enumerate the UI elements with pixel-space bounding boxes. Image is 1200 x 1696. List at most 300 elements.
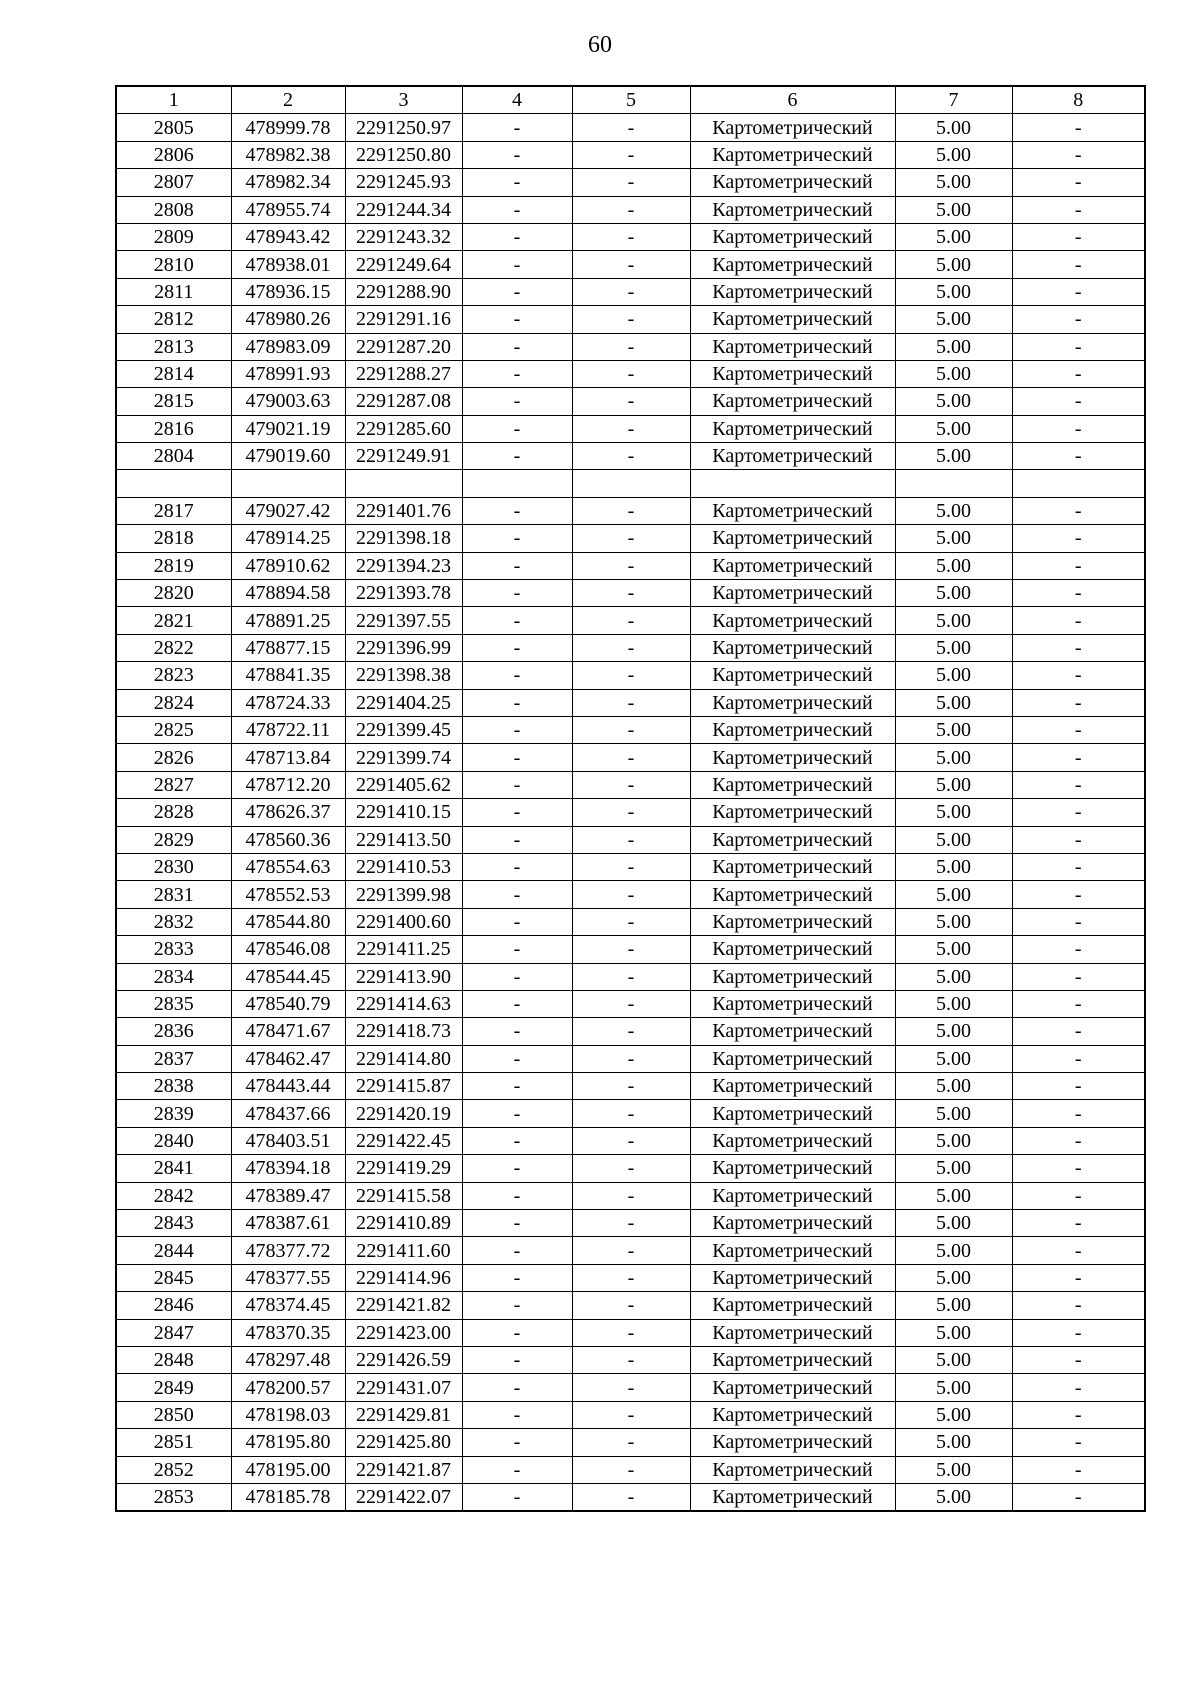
table-cell: - [1012,306,1145,333]
table-cell: Картометрический [690,497,895,524]
table-row [116,1346,1145,1373]
table-cell: 478894.58 [231,580,345,607]
table-cell: 2840 [116,1127,231,1154]
table-cell: - [1012,1182,1145,1209]
table-cell: - [1012,1100,1145,1127]
table-cell: - [462,251,572,278]
table-cell: 5.00 [895,1429,1012,1456]
table-cell: 5.00 [895,1018,1012,1045]
table-cell: 478471.67 [231,1018,345,1045]
table-cell: 2834 [116,963,231,990]
table-cell: 479019.60 [231,443,345,470]
table-cell: Картометрический [690,963,895,990]
table-cell: - [1012,360,1145,387]
table-cell: - [1012,114,1145,141]
table-cell: 2849 [116,1374,231,1401]
table-cell: 2818 [116,525,231,552]
table-cell: - [572,1319,690,1346]
page-number: 60 [588,32,612,58]
table-cell: 2291415.58 [345,1182,462,1209]
table-cell: - [1012,1429,1145,1456]
table-row [116,470,1145,497]
column-header: 7 [895,86,1012,114]
table-cell: - [572,388,690,415]
table-cell: 5.00 [895,716,1012,743]
table-cell: - [1012,141,1145,168]
table-cell: 5.00 [895,1100,1012,1127]
table-header-row [116,86,1145,114]
table-cell: 478443.44 [231,1073,345,1100]
table-cell: - [1012,1456,1145,1483]
table-cell: - [1012,1483,1145,1511]
table-row [116,1237,1145,1264]
table-cell: 5.00 [895,552,1012,579]
table-cell: Картометрический [690,580,895,607]
table-cell: - [1012,1346,1145,1373]
table-row [116,607,1145,634]
table-cell: Картометрический [690,689,895,716]
table-cell: 2806 [116,141,231,168]
table-cell: - [1012,689,1145,716]
table-cell: 2291410.89 [345,1210,462,1237]
table-cell: - [1012,634,1145,661]
table-cell: 2291414.80 [345,1045,462,1072]
table-cell: 478377.72 [231,1237,345,1264]
table-row [116,360,1145,387]
table-cell: 5.00 [895,114,1012,141]
table-cell: 478943.42 [231,223,345,250]
table-cell: - [462,1182,572,1209]
table-cell: - [572,1237,690,1264]
table-cell: 5.00 [895,1127,1012,1154]
table-cell: - [1012,251,1145,278]
table-row [116,1045,1145,1072]
table-row [116,826,1145,853]
table-cell: - [572,1018,690,1045]
table-cell: - [462,1210,572,1237]
table-cell: 478724.33 [231,689,345,716]
table-cell: - [1012,1127,1145,1154]
table-cell: - [1012,497,1145,524]
table-cell: 2291394.23 [345,552,462,579]
table-cell: 478544.45 [231,963,345,990]
table-cell: Картометрический [690,1483,895,1511]
table-cell: - [462,990,572,1017]
table-cell: 5.00 [895,360,1012,387]
table-cell: 5.00 [895,223,1012,250]
table-cell: 5.00 [895,141,1012,168]
table-cell: Картометрический [690,716,895,743]
table-cell: 5.00 [895,196,1012,223]
column-header: 6 [690,86,895,114]
table-cell: 2814 [116,360,231,387]
table-cell: - [1012,799,1145,826]
table-cell: - [1012,525,1145,552]
column-header: 4 [462,86,572,114]
table-cell: 478544.80 [231,908,345,935]
table-cell: 2830 [116,853,231,880]
table-cell: 478914.25 [231,525,345,552]
table-cell: - [1012,415,1145,442]
table-cell: 5.00 [895,169,1012,196]
table-cell: - [1012,1018,1145,1045]
table-cell: 2853 [116,1483,231,1511]
table-cell: Картометрический [690,443,895,470]
table-cell [231,470,345,497]
table-cell: - [462,826,572,853]
table-cell: Картометрический [690,1045,895,1072]
table-cell: 479021.19 [231,415,345,442]
table-cell: - [462,552,572,579]
table-cell: - [462,1264,572,1291]
table-cell: 478297.48 [231,1346,345,1373]
table-row [116,388,1145,415]
table-row [116,1319,1145,1346]
table-cell: 2831 [116,881,231,908]
table-cell: 2829 [116,826,231,853]
table-cell: 2291421.82 [345,1292,462,1319]
table-row [116,936,1145,963]
table-cell: 2291399.74 [345,744,462,771]
table-row [116,963,1145,990]
table-row [116,525,1145,552]
table-cell: 5.00 [895,1182,1012,1209]
table-cell: - [572,771,690,798]
table-cell: - [1012,1210,1145,1237]
table-cell: 2843 [116,1210,231,1237]
table-cell: - [572,662,690,689]
table-row [116,1429,1145,1456]
table-cell: 5.00 [895,1401,1012,1428]
table-cell: 5.00 [895,1210,1012,1237]
table-cell: Картометрический [690,853,895,880]
table-cell: - [572,634,690,661]
table-cell: - [462,141,572,168]
table-cell: Картометрический [690,169,895,196]
table-cell: 5.00 [895,689,1012,716]
table-cell: 2291411.25 [345,936,462,963]
table-cell: - [572,333,690,360]
table-cell: 2819 [116,552,231,579]
table-cell: - [1012,1045,1145,1072]
table-row [116,278,1145,305]
table-cell: 2291413.50 [345,826,462,853]
table-cell [116,470,231,497]
table-cell: 478936.15 [231,278,345,305]
table-row [116,1401,1145,1428]
table-cell: 2291404.25 [345,689,462,716]
table-cell: 2837 [116,1045,231,1072]
table-cell: 2291405.62 [345,771,462,798]
table-row [116,1456,1145,1483]
table-row [116,1483,1145,1511]
table-cell: Картометрический [690,1210,895,1237]
table-cell: - [462,799,572,826]
table-cell: 5.00 [895,415,1012,442]
table-cell: - [572,853,690,880]
table-cell: 2842 [116,1182,231,1209]
table-cell: - [1012,1374,1145,1401]
table-cell: 2827 [116,771,231,798]
table-row [116,580,1145,607]
table-cell [462,470,572,497]
table-cell: - [572,114,690,141]
table-cell: - [1012,552,1145,579]
table-cell: Картометрический [690,223,895,250]
table-cell: - [1012,1292,1145,1319]
table-cell: - [462,744,572,771]
table-cell: - [462,333,572,360]
table-cell: - [462,360,572,387]
table-cell: - [572,1346,690,1373]
table-cell: Картометрический [690,306,895,333]
table-cell: Картометрический [690,1374,895,1401]
table-cell: 5.00 [895,333,1012,360]
table-cell: - [572,1100,690,1127]
table-cell: 2805 [116,114,231,141]
table-cell: 478389.47 [231,1182,345,1209]
table-cell: - [572,196,690,223]
table-row [116,689,1145,716]
table-cell: - [1012,1264,1145,1291]
table-cell: 5.00 [895,1346,1012,1373]
table-cell: Картометрический [690,1155,895,1182]
table-cell: 2291288.90 [345,278,462,305]
table-cell: - [572,908,690,935]
table-cell: 2845 [116,1264,231,1291]
table-cell: 478982.38 [231,141,345,168]
table-cell: 2291250.97 [345,114,462,141]
table-cell: 2291399.45 [345,716,462,743]
table-cell: 2291414.96 [345,1264,462,1291]
table-row [116,1073,1145,1100]
table-cell: Картометрический [690,360,895,387]
table-cell: Картометрический [690,552,895,579]
table-row [116,1100,1145,1127]
table-cell: - [462,196,572,223]
table-cell: Картометрический [690,1346,895,1373]
table-cell: - [1012,716,1145,743]
table-cell: 2291418.73 [345,1018,462,1045]
table-cell: - [572,1073,690,1100]
table-row [116,196,1145,223]
table-row [116,443,1145,470]
table-cell: 5.00 [895,1292,1012,1319]
table-cell: - [1012,443,1145,470]
table-cell: - [572,141,690,168]
table-cell: - [462,607,572,634]
table-row [116,771,1145,798]
table-cell: - [1012,853,1145,880]
table-cell: - [1012,881,1145,908]
table-cell: Картометрический [690,1319,895,1346]
table-cell: 478370.35 [231,1319,345,1346]
table-cell: 478403.51 [231,1127,345,1154]
table-cell: Картометрический [690,333,895,360]
table-cell: - [462,771,572,798]
table-cell: 2291422.45 [345,1127,462,1154]
table-cell: 2291245.93 [345,169,462,196]
table-cell: 2291429.81 [345,1401,462,1428]
table-cell: 478195.80 [231,1429,345,1456]
table-cell: 2291250.80 [345,141,462,168]
table-cell: 478185.78 [231,1483,345,1511]
table-cell: 2815 [116,388,231,415]
table-cell: - [462,1292,572,1319]
table-cell: 5.00 [895,278,1012,305]
table-cell: Картометрический [690,1456,895,1483]
table-cell: 2291398.18 [345,525,462,552]
column-header: 8 [1012,86,1145,114]
table-cell: - [572,1401,690,1428]
table-cell: 2820 [116,580,231,607]
table-cell: 2836 [116,1018,231,1045]
table-cell: 2291393.78 [345,580,462,607]
table-cell: 478200.57 [231,1374,345,1401]
table-cell: 2851 [116,1429,231,1456]
table-cell: - [572,1292,690,1319]
table-cell [345,470,462,497]
table-cell: 5.00 [895,497,1012,524]
table-cell: - [462,223,572,250]
column-header: 2 [231,86,345,114]
table-cell: Картометрический [690,1401,895,1428]
table-cell: 2823 [116,662,231,689]
table-row [116,1127,1145,1154]
table-cell: 2807 [116,169,231,196]
table-row [116,415,1145,442]
table-cell: - [572,552,690,579]
table-cell: - [462,1346,572,1373]
table-cell: - [462,388,572,415]
table-cell: 5.00 [895,853,1012,880]
table-cell: 2291397.55 [345,607,462,634]
table-cell: - [462,634,572,661]
table-cell: - [572,360,690,387]
table-cell: 2291425.80 [345,1429,462,1456]
table-cell: Картометрический [690,1429,895,1456]
table-cell: - [572,799,690,826]
table-cell: - [572,936,690,963]
table-cell: 2821 [116,607,231,634]
table-cell: - [462,853,572,880]
table-cell: 2844 [116,1237,231,1264]
table-row [116,744,1145,771]
table-cell: 5.00 [895,881,1012,908]
table-cell: 2291243.32 [345,223,462,250]
table-cell: - [462,497,572,524]
table-cell: 2832 [116,908,231,935]
table-cell: 478552.53 [231,881,345,908]
table-cell: - [572,1456,690,1483]
table-cell: - [462,580,572,607]
table-row [116,552,1145,579]
table-cell: - [572,826,690,853]
table-cell: Картометрический [690,1182,895,1209]
table-cell: - [572,1374,690,1401]
table-cell: - [462,689,572,716]
table-cell: 2812 [116,306,231,333]
table-cell: - [572,1429,690,1456]
table-cell: Картометрический [690,881,895,908]
table-cell: 479003.63 [231,388,345,415]
table-row [116,799,1145,826]
table-cell: Картометрический [690,936,895,963]
table-cell: - [462,525,572,552]
table-cell: 478554.63 [231,853,345,880]
table-cell: Картометрический [690,744,895,771]
table-cell: 478877.15 [231,634,345,661]
table-cell: 478980.26 [231,306,345,333]
table-cell: Картометрический [690,278,895,305]
table-row [116,306,1145,333]
table-cell: Картометрический [690,1237,895,1264]
table-cell: 2817 [116,497,231,524]
table-cell: - [572,306,690,333]
table-cell: - [572,1483,690,1511]
table-cell: 478983.09 [231,333,345,360]
table-row [116,223,1145,250]
table-cell: - [462,169,572,196]
table-row [116,881,1145,908]
table-cell: - [462,662,572,689]
table-cell: 2291400.60 [345,908,462,935]
table-cell: 478394.18 [231,1155,345,1182]
table-cell: - [462,1374,572,1401]
table-row [116,1018,1145,1045]
table-cell: - [1012,1073,1145,1100]
table-row [116,634,1145,661]
table-cell: - [572,525,690,552]
table-cell: 478374.45 [231,1292,345,1319]
table-cell: 478991.93 [231,360,345,387]
table-cell: 2848 [116,1346,231,1373]
table-cell: - [1012,388,1145,415]
table-cell: - [572,1127,690,1154]
table-cell: - [1012,607,1145,634]
table-row [116,908,1145,935]
table-cell: 2291431.07 [345,1374,462,1401]
table-cell: Картометрический [690,196,895,223]
table-cell: - [572,169,690,196]
table-row [116,716,1145,743]
column-header: 5 [572,86,690,114]
table-cell: 5.00 [895,1073,1012,1100]
table-cell: - [462,443,572,470]
table-cell: 478955.74 [231,196,345,223]
table-cell: 5.00 [895,607,1012,634]
table-cell [895,470,1012,497]
table-cell: 2810 [116,251,231,278]
table-cell [572,470,690,497]
table-cell: 2847 [116,1319,231,1346]
table-cell: 5.00 [895,799,1012,826]
table-cell: 5.00 [895,1155,1012,1182]
table-cell: - [462,1155,572,1182]
table-cell: 2291288.27 [345,360,462,387]
table-cell: 2291249.64 [345,251,462,278]
table-row [116,1210,1145,1237]
table-cell: 2291287.20 [345,333,462,360]
table-cell: 478910.62 [231,552,345,579]
table-cell: 2850 [116,1401,231,1428]
table-cell: - [462,1237,572,1264]
table-cell: - [572,443,690,470]
table-cell: - [462,306,572,333]
table-cell: 478982.34 [231,169,345,196]
table-cell: Картометрический [690,1127,895,1154]
table-cell: 2822 [116,634,231,661]
